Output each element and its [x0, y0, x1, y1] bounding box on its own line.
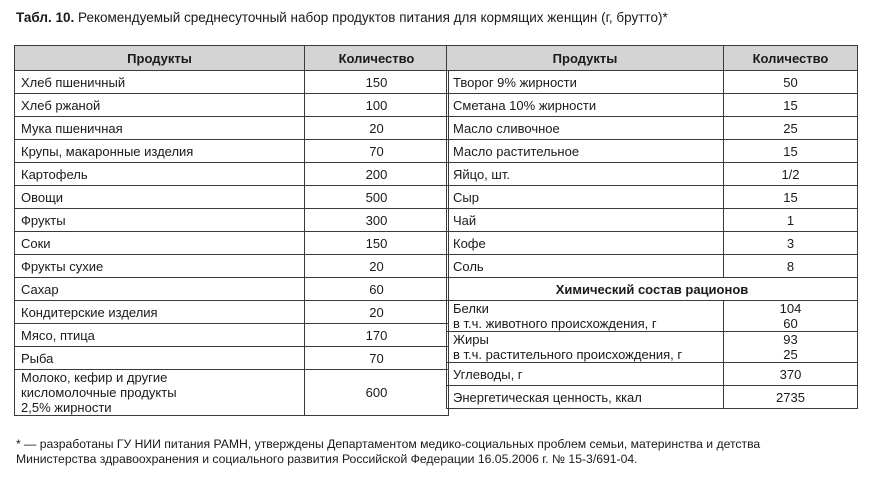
- table-row: [447, 140, 858, 163]
- table-row: [15, 209, 449, 232]
- product-cell: Сахар: [15, 278, 305, 301]
- caption-text: Рекомендуемый среднесуточный набор продуктов питания для кормящих женщин (г, брутто)*: [78, 10, 668, 25]
- footnote: [16, 437, 856, 467]
- product-cell: Энергетическая ценность, ккал: [447, 386, 724, 409]
- quantity-cell: 3: [724, 232, 858, 255]
- quantity-cell: 600: [305, 370, 449, 416]
- table-row: [15, 232, 449, 255]
- product-cell: Хлеб пшеничный: [15, 71, 305, 94]
- products-table-left: [14, 45, 449, 416]
- table-row: [15, 255, 449, 278]
- quantity-cell: 25: [724, 117, 858, 140]
- quantity-line: 60: [783, 316, 798, 331]
- column-header-products: Продукты: [15, 46, 305, 71]
- product-cell: Кондитерские изделия: [15, 301, 305, 324]
- quantity-cell: 300: [305, 209, 449, 232]
- table-row: [447, 71, 858, 94]
- quantity-cell: 15: [724, 186, 858, 209]
- quantity-cell: 50: [724, 71, 858, 94]
- product-cell: Масло сливочное: [447, 117, 724, 140]
- product-cell: Сыр: [447, 186, 724, 209]
- quantity-cell: 2735: [724, 386, 858, 409]
- quantity-cell: 150: [305, 71, 449, 94]
- product-cell: Творог 9% жирности: [447, 71, 724, 94]
- product-cell: Фрукты: [15, 209, 305, 232]
- products-table-right: [446, 45, 858, 409]
- quantity-cell: 200: [305, 163, 449, 186]
- table-row: [15, 301, 449, 324]
- table-row: [447, 117, 858, 140]
- product-cell: Овощи: [15, 186, 305, 209]
- product-cell: Чай: [447, 209, 724, 232]
- product-cell: [447, 332, 724, 363]
- quantity-cell: 60: [305, 278, 449, 301]
- product-cell: Соки: [15, 232, 305, 255]
- product-line: Жиры: [453, 332, 489, 347]
- product-cell: Масло растительное: [447, 140, 724, 163]
- product-cell: Рыба: [15, 347, 305, 370]
- product-cell: Мясо, птица: [15, 324, 305, 347]
- table-row: [447, 301, 858, 332]
- quantity-cell: 15: [724, 94, 858, 117]
- table-row: [15, 278, 449, 301]
- quantity-line: 25: [783, 347, 798, 362]
- product-line: кисломолочные продукты: [21, 385, 177, 400]
- table-row: [15, 324, 449, 347]
- table-row: [447, 386, 858, 409]
- product-cell: Соль: [447, 255, 724, 278]
- table-caption: [16, 9, 668, 27]
- product-line: в т.ч. животного происхождения, г: [453, 316, 657, 331]
- column-header-quantity: Количество: [305, 46, 449, 71]
- product-cell: Углеводы, г: [447, 363, 724, 386]
- product-cell: [15, 370, 305, 416]
- table-row: [15, 94, 449, 117]
- table-row: [15, 370, 449, 416]
- table-row: [447, 186, 858, 209]
- product-line: Белки: [453, 301, 489, 316]
- product-cell: Картофель: [15, 163, 305, 186]
- quantity-cell: 370: [724, 363, 858, 386]
- product-cell: Яйцо, шт.: [447, 163, 724, 186]
- table-row: [15, 117, 449, 140]
- quantity-cell: 150: [305, 232, 449, 255]
- caption-label: Табл. 10.: [16, 10, 75, 25]
- section-row: [447, 278, 858, 301]
- quantity-cell: 100: [305, 94, 449, 117]
- product-cell: Кофе: [447, 232, 724, 255]
- footnote-line: * — разработаны ГУ НИИ питания РАМН, утверждены Департаментом медико-социальных проблем семьи, материнства и детства: [16, 437, 761, 451]
- quantity-cell: 20: [305, 255, 449, 278]
- product-line: 2,5% жирности: [21, 400, 112, 415]
- quantity-cell: 70: [305, 347, 449, 370]
- table-row: [15, 347, 449, 370]
- table-row: [15, 71, 449, 94]
- table-row: [447, 163, 858, 186]
- product-cell: Фрукты сухие: [15, 255, 305, 278]
- table-row: [15, 140, 449, 163]
- quantity-cell: 500: [305, 186, 449, 209]
- product-line: Молоко, кефир и другие: [21, 370, 168, 385]
- quantity-cell: [724, 301, 858, 332]
- product-cell: Сметана 10% жирности: [447, 94, 724, 117]
- quantity-line: 104: [779, 301, 802, 316]
- quantity-line: 93: [783, 332, 798, 347]
- quantity-cell: 170: [305, 324, 449, 347]
- header-row: [15, 46, 449, 71]
- quantity-cell: 15: [724, 140, 858, 163]
- table-row: [447, 209, 858, 232]
- product-cell: Крупы, макаронные изделия: [15, 140, 305, 163]
- table-row: [447, 332, 858, 363]
- quantity-cell: 1: [724, 209, 858, 232]
- quantity-cell: 20: [305, 117, 449, 140]
- footnote-line: Министерства здравоохранения и социального развития Российской Федерации 16.05.2006 г. № 15-3/691-04.: [16, 452, 638, 466]
- table-row: [447, 94, 858, 117]
- table-row: [447, 232, 858, 255]
- quantity-cell: 20: [305, 301, 449, 324]
- product-cell: Хлеб ржаной: [15, 94, 305, 117]
- quantity-cell: 1/2: [724, 163, 858, 186]
- column-header-products: Продукты: [447, 46, 724, 71]
- table-row: [15, 186, 449, 209]
- table-row: [447, 255, 858, 278]
- product-cell: [447, 301, 724, 332]
- quantity-cell: 70: [305, 140, 449, 163]
- table-row: [447, 363, 858, 386]
- table-row: [15, 163, 449, 186]
- section-title: Химический состав рационов: [447, 278, 858, 301]
- quantity-cell: [724, 332, 858, 363]
- header-row: [447, 46, 858, 71]
- product-line: в т.ч. растительного происхождения, г: [453, 347, 683, 362]
- product-cell: Мука пшеничная: [15, 117, 305, 140]
- quantity-cell: 8: [724, 255, 858, 278]
- column-header-quantity: Количество: [724, 46, 858, 71]
